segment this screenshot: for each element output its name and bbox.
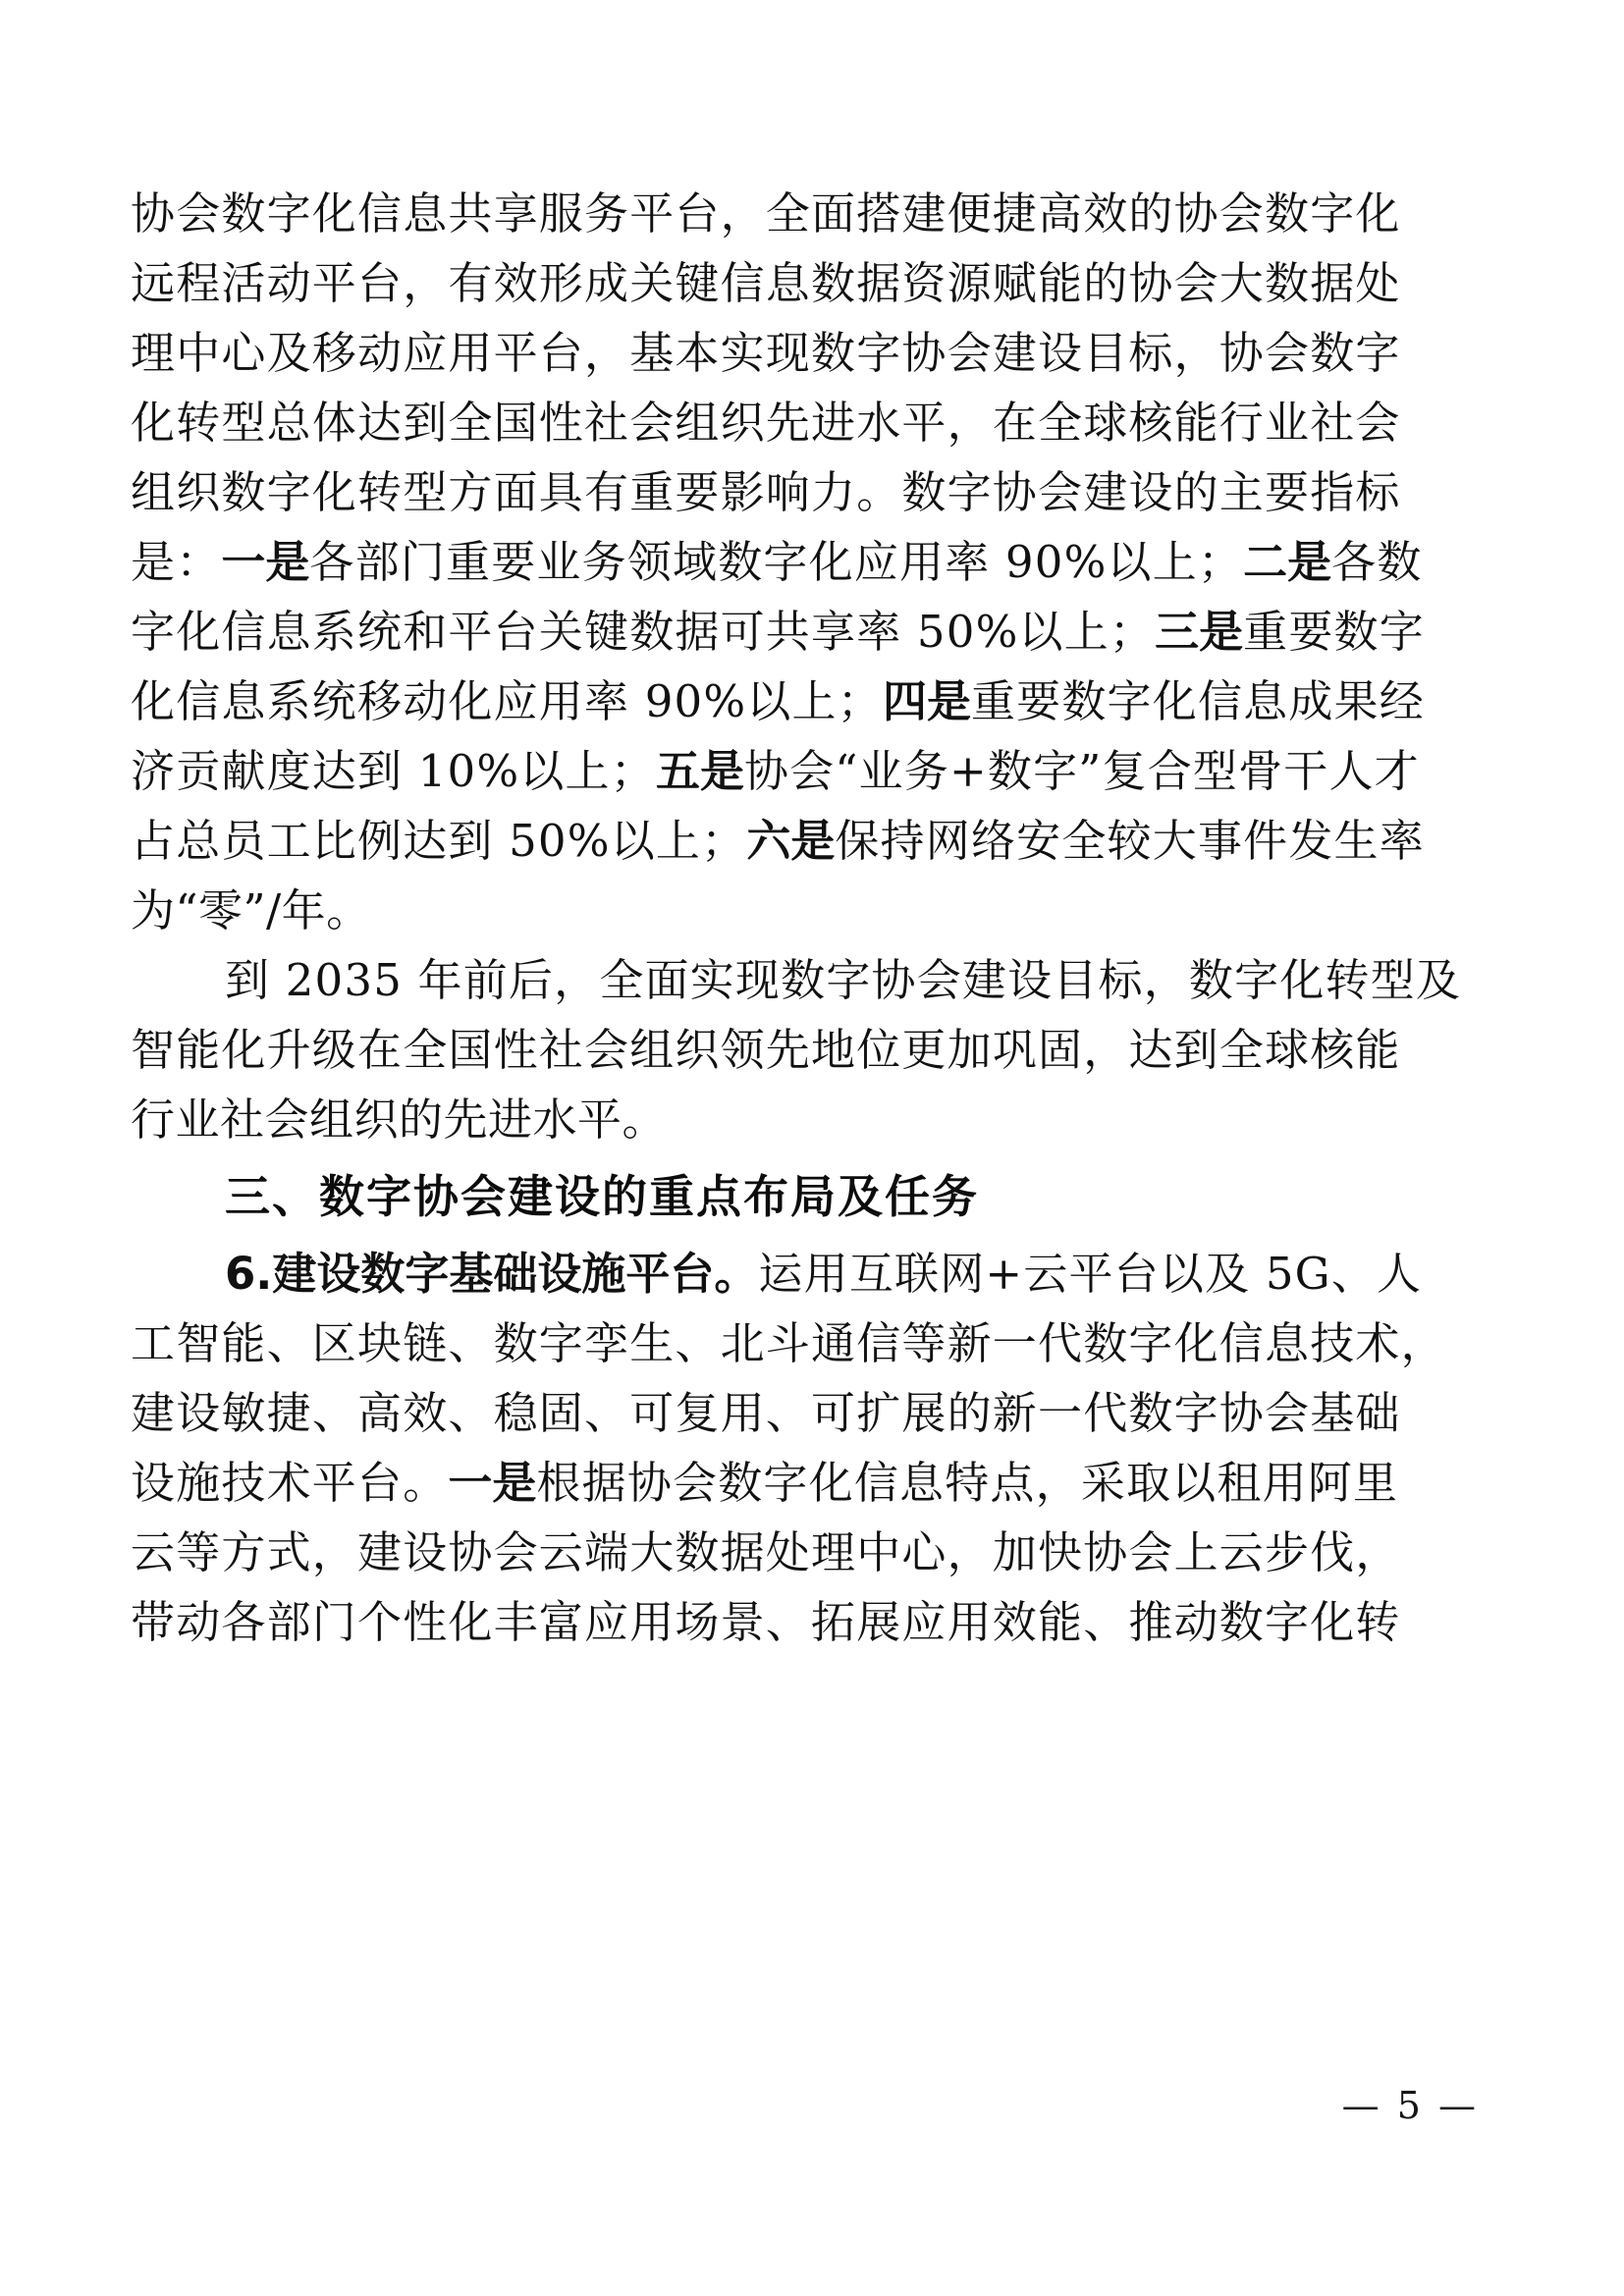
indicator-label-four: 四是: [882, 675, 971, 727]
body-line: 智能化升级在全国性社会组织领先地位更加巩固，达到全球核能: [131, 1024, 1401, 1076]
line-text: 各数: [1331, 536, 1423, 588]
body-line: 组织数字化转型方面具有重要影响力。数字协会建设的主要指标: [131, 466, 1401, 518]
line-text: 运用互联网+云平台以及 5G、人: [758, 1248, 1423, 1300]
indicator-label-one: 一是: [448, 1457, 537, 1509]
paragraph-item-6-digital-infrastructure: [131, 1239, 1456, 1657]
body-line: 到 2035 年前后，全面实现数字协会建设目标，数字化转型及: [225, 954, 1462, 1006]
body-line-indicators-4: [131, 736, 1456, 806]
line-text: 重要数字: [1243, 606, 1425, 658]
body-line-indicator-one: [131, 1448, 1456, 1518]
body-line: 化转型总体达到全国性社会组织先进水平，在全球核能行业社会: [131, 397, 1401, 449]
line-text: 是：: [131, 536, 222, 588]
paragraph-digital-association-targets: [131, 179, 1456, 945]
line-text: 济贡献度达到 10%以上；: [131, 745, 656, 797]
line-text: 重要数字化信息成果经: [970, 675, 1425, 727]
line-text: 字化信息系统和平台关键数据可共享率 50%以上；: [131, 606, 1156, 658]
body-line: 行业社会组织的先进水平。: [131, 1094, 668, 1146]
line-text: 保持网络安全较大事件发生率: [835, 815, 1425, 867]
line-text: 各部门重要业务领域数字化应用率 90%以上；: [309, 536, 1244, 588]
line-text: 化信息系统移动化应用率 90%以上；: [131, 675, 883, 727]
body-line: 建设敏捷、高效、稳固、可复用、可扩展的新一代数字协会基础: [131, 1387, 1401, 1439]
line-text: 根据协会数字化信息特点，采取以租用阿里: [536, 1457, 1399, 1509]
indicator-label-five: 五是: [655, 745, 744, 797]
indicator-label-one: 一是: [221, 536, 310, 588]
line-text: 占总员工比例达到 50%以上；: [131, 815, 747, 867]
document-body: [131, 179, 1462, 1657]
body-line-indicators-5: [131, 806, 1456, 876]
body-line: 远程活动平台，有效形成关键信息数据资源赋能的协会大数据处: [131, 257, 1401, 309]
indicator-label-two: 二是: [1243, 536, 1332, 588]
indicator-label-six: 六是: [746, 815, 836, 867]
line-text: 协会“业务+数字”复合型骨干人才: [743, 745, 1420, 797]
page-number: — 5 —: [1341, 2084, 1479, 2127]
body-line-item-6-lead: [131, 1239, 1456, 1308]
body-line: 协会数字化信息共享服务平台，全面搭建便捷高效的协会数字化: [131, 187, 1401, 240]
indicator-label-three: 三是: [1155, 606, 1244, 658]
body-line: 带动各部门个性化丰富应用场景、拓展应用效能、推动数字化转: [131, 1596, 1401, 1648]
body-line-indicators-2: [131, 597, 1456, 667]
paragraph-year-2035-goal: [131, 945, 1462, 1154]
item-6-title: 6.建设数字基础设施平台。: [225, 1248, 759, 1300]
section-three-heading: 三、数字协会建设的重点布局及任务: [225, 1170, 979, 1223]
line-text: 设施技术平台。: [131, 1457, 449, 1509]
body-line-indicators-3: [131, 667, 1456, 736]
body-line: 工智能、区块链、数字孪生、北斗通信等新一代数字化信息技术，: [131, 1317, 1446, 1369]
body-line-indicators-1: [131, 527, 1456, 597]
body-line: 为“零”/年。: [131, 884, 371, 936]
body-line: 云等方式，建设协会云端大数据处理中心，加快协会上云步伐，: [131, 1526, 1401, 1578]
body-line: 理中心及移动应用平台，基本实现数字协会建设目标，协会数字: [131, 327, 1401, 379]
